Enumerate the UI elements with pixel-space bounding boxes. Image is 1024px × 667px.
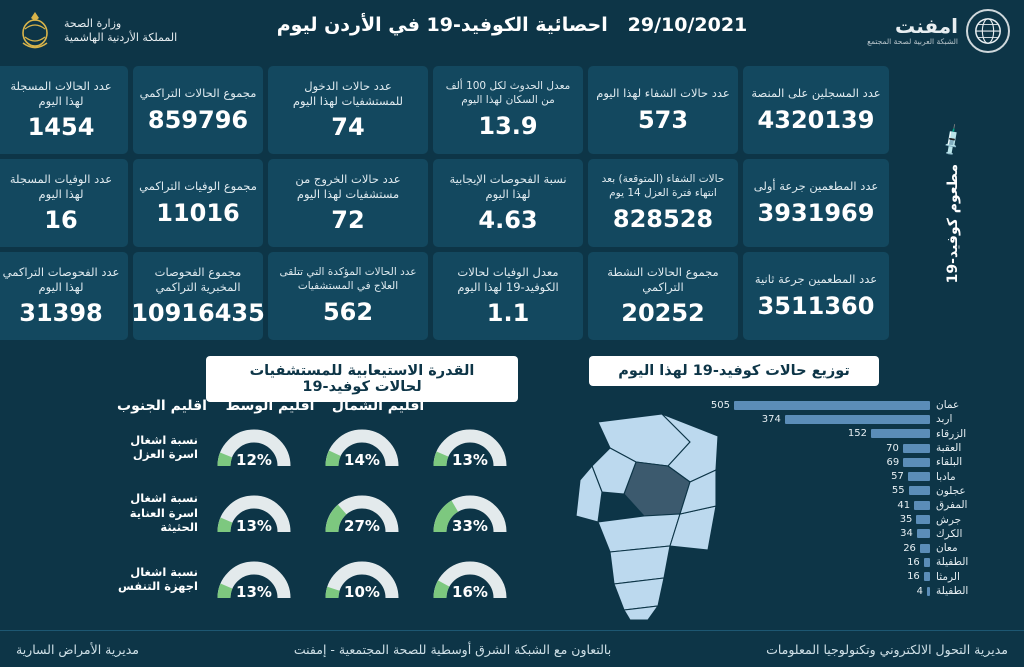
occupancy-gauge [427,490,513,536]
stat-value: 4.63 [478,205,538,234]
stat-card-cumulative-cases [133,66,263,154]
stat-value: 31398 [19,298,103,327]
brand-name: امفنت [895,14,958,39]
gauge-value-label: 13% [236,517,272,535]
occupancy-gauge [427,424,513,470]
bar [785,415,930,424]
gauge-cell [308,490,416,536]
capacity-region-header: اقليم الوسط [225,398,315,414]
ministry-line-1: وزارة الصحة [64,16,122,30]
stat-card-expected-recoveries [588,159,738,247]
footer-right: مديرية التحول الالكتروني وتكنولوجيا المعلومات [766,641,1008,657]
stat-value: 10916435 [131,298,265,327]
bar-category-label: المفرق [936,499,968,512]
capacity-row [16,480,524,546]
gauge-cell [308,556,416,602]
gauge-value-label: 10% [344,583,380,601]
bar [734,401,930,410]
bar [914,501,930,510]
stat-label: عدد الوفيات المسجلة لهذا اليوم [9,172,113,201]
occupancy-gauge [211,490,297,536]
stat-card-active-cases [588,252,738,340]
brand-text [867,15,958,47]
capacity-row [16,414,524,480]
footer-center: بالتعاون مع الشبكة الشرق أوسطية للصحة المجتمعية - إمفنت [293,641,612,657]
bar [927,587,930,596]
bar-value-label: 374 [761,413,781,425]
stat-label: عدد المطعمين جرعة ثانية [754,272,878,287]
stat-value: 72 [331,205,365,234]
brand-block [867,9,1010,53]
stat-value: 16 [44,205,78,234]
stat-value: 1.1 [486,298,530,327]
gauge-value-label: 33% [452,517,488,535]
page-title-text: احصائية الكوفيد-19 في الأردن ليوم [276,14,608,36]
crown-emblem-icon [14,8,56,54]
gauge-cell [200,556,308,602]
bar [871,429,930,438]
stats-grid [2,66,1012,338]
jordan-governorates-map [540,396,740,624]
stat-card-cumulative-lab-tests [133,252,263,340]
stat-value: 3511360 [757,291,875,320]
stat-card-positivity-rate [433,159,583,247]
bar-value-label: 35 [899,514,913,526]
distribution-panel [536,396,1006,626]
stat-value: 573 [637,105,689,134]
gauge-cell [416,424,524,470]
stat-value: 859796 [147,105,249,134]
stat-card-tests-today [0,252,128,340]
capacity-row-label: نسبة اشغال اجهزة التنفس [118,564,198,593]
brand-subtitle: الشبكة العربية لصحة المجتمع [867,37,958,47]
bar-value-label: 505 [710,399,730,411]
stat-label: مجموع الحالات التراكمي [139,86,257,101]
ministry-block [14,8,177,54]
bar-category-label: عمان [936,399,960,412]
capacity-row-label: نسبة اشغال اسرة العزل [130,432,198,461]
bar [903,444,930,453]
bar-value-label: 26 [903,542,916,554]
gauge-value-label: 27% [344,517,380,535]
bar-category-label: عجلون [936,484,966,497]
gauge-value-label: 12% [236,451,272,469]
bar-value-label: 57 [891,471,904,483]
gauge-cell [308,424,416,470]
bar-category-label: الطفيلة [936,556,969,569]
stat-label: عدد حالات الدخول للمستشفيات لهذا اليوم [292,79,404,108]
bar [917,529,930,538]
stat-value: 13.9 [478,111,538,140]
bar-category-label: مادبا [936,470,956,483]
stat-label: مجموع الفحوصات المخبرية التراكمي [154,265,242,294]
stat-value: 3931969 [757,198,875,227]
capacity-region-headers [16,398,524,414]
stat-label: مجموع الوفيات التراكمي [139,179,257,194]
stat-value: 1454 [27,112,95,141]
stat-card-registered-platform [743,66,889,154]
bar [920,544,930,553]
stat-card-first-dose [743,159,889,247]
page-title-date: 29/10/2021 [627,14,748,36]
stat-card-discharges-today [268,159,428,247]
capacity-rows [16,414,524,612]
stat-value: 4320139 [757,105,875,134]
stat-label: معدل الوفيات لحالات الكوفيد-19 لهذا اليوم [457,265,559,294]
bar-category-label: اربد [936,413,953,426]
stat-card-death-rate [433,252,583,340]
stat-value: 562 [322,297,374,326]
stat-label: عدد حالات الخروج من مستشفيات لهذا اليوم [295,172,401,201]
stat-value: 11016 [156,198,240,227]
bar-value-label: 34 [900,528,913,540]
stat-card-deaths-today [0,159,128,247]
ministry-line-2: المملكة الأردنية الهاشمية [64,31,178,44]
stat-card-recoveries-today [588,66,738,154]
bar-value-label: 16 [907,571,920,583]
stat-card-incidence-rate [433,66,583,154]
gauge-cell [416,556,524,602]
bar-value-label: 55 [891,485,905,497]
stat-label: عدد حالات الشفاء لهذا اليوم [596,86,730,101]
stat-card-second-dose [743,252,889,340]
bar-value-label: 41 [897,499,911,511]
stat-label: عدد المطعمين جرعة أولى [753,179,879,194]
occupancy-gauge [211,556,297,602]
bar-category-label: الرمثا [936,570,960,583]
stat-card-new-cases [0,66,128,154]
bar-value-label: 4 [916,585,923,597]
vaccine-column-title: مطعوم كوفيد-19 [945,163,961,284]
occupancy-gauge [427,556,513,602]
gauge-value-label: 16% [452,583,488,601]
bar-value-label: 70 [886,442,899,454]
stat-label: عدد الحالات المسجلة لهذا اليوم [10,79,112,108]
bar [924,558,930,567]
gauge-value-label: 13% [236,583,272,601]
gauge-value-label: 13% [452,451,488,469]
bar-value-label: 16 [907,556,920,568]
occupancy-gauge [319,556,405,602]
occupancy-gauge [319,424,405,470]
bar [916,515,930,524]
capacity-region-header: اقليم الجنوب [117,398,207,414]
capacity-region-header: اقليم الشمال [331,398,425,414]
bar-category-label: الطفيلة [936,585,969,597]
footer-left: مديرية الأمراض السارية [16,641,139,657]
bar [909,486,930,495]
gauge-value-label: 14% [344,451,380,469]
stat-value: 828528 [612,204,714,233]
capacity-row-label: نسبة اشغال اسرة العناية الحثيثة [129,491,198,535]
distribution-section-title: توزيع حالات كوفيد-19 لهذا اليوم [589,356,879,386]
ministry-text [64,17,177,46]
occupancy-gauge [211,424,297,470]
bar-category-label: العقبة [936,442,962,455]
vaccine-column [894,66,1012,340]
stat-label: عدد الحالات المؤكدة التي تتلقى العلاج في المستشفيات [279,266,417,292]
stat-card-hospitalized-confirmed [268,252,428,340]
bar-value-label: 152 [847,428,868,440]
capacity-row [16,546,524,612]
bar [908,472,930,481]
stat-card-cumulative-deaths [133,159,263,247]
gauge-cell [416,490,524,536]
stat-label: معدل الحدوث لكل 100 ألف من السكان لهذا اليوم [445,80,571,106]
stat-label: مجموع الحالات النشطة التراكمي [607,265,719,294]
bar-category-label: البلقاء [936,456,963,469]
stat-label: حالات الشفاء (المتوقعة) بعد انتهاء فترة العزل 14 يوم [601,173,725,199]
occupancy-gauge [319,490,405,536]
bar [903,458,930,467]
bar-category-label: معان [936,542,958,555]
bar [924,572,930,581]
capacity-section-title: القدرة الاستيعابية للمستشفيات لحالات كوفيد-19 [206,356,518,402]
bar-category-label: الكرك [936,527,963,540]
syringe-icon: 💉 [934,123,972,160]
stat-value: 74 [331,112,365,141]
bar-value-label: 69 [886,456,900,468]
stat-label: عدد الفحوصات التراكمي لهذا اليوم [2,265,120,294]
page-footer [0,631,1024,667]
page-header [0,0,1024,62]
stat-card-admissions-today [268,66,428,154]
gauge-cell [200,424,308,470]
stat-label: عدد المسجلين على المنصة [751,86,881,101]
capacity-panel [16,398,524,626]
stat-label: نسبة الفحوصات الإيجابية لهذا اليوم [449,172,567,201]
bar-category-label: جرش [936,513,962,526]
stat-value: 20252 [621,298,705,327]
bar-category-label: الزرقاء [936,427,967,440]
gauge-cell [200,490,308,536]
globe-icon [966,9,1010,53]
